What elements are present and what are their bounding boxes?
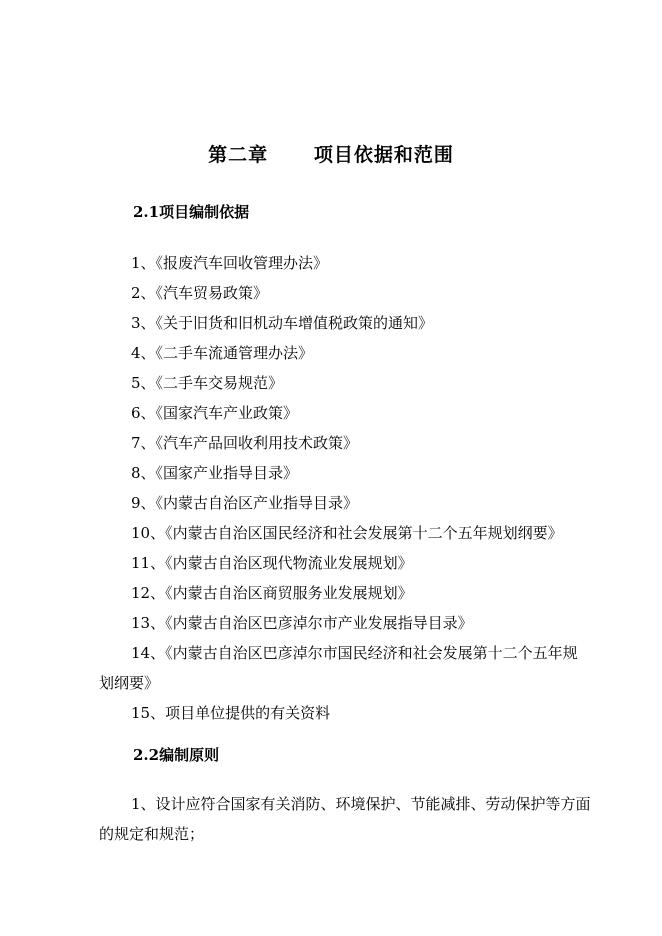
section-heading-principles: 2.2编制原则 — [133, 746, 220, 764]
list-item: 3、《关于旧货和旧机动车增值税政策的通知》 — [131, 314, 434, 332]
list-item: 15、项目单位提供的有关资料 — [131, 704, 331, 722]
list-item: 1、《报废汽车回收管理办法》 — [131, 254, 329, 272]
list-item: 4、《二手车流通管理办法》 — [131, 344, 314, 362]
list-item: 9、《内蒙古自治区产业指导目录》 — [131, 494, 359, 512]
list-item: 14、《内蒙古自治区巴彦淖尔市国民经济和社会发展第十二个五年规划纲要》 — [99, 644, 578, 692]
chapter-title: 第二章 项目依据和范围 — [208, 144, 454, 166]
list-item: 10、《内蒙古自治区国民经济和社会发展第十二个五年规划纲要》 — [131, 524, 563, 542]
list-item: 7、《汽车产品回收利用技术政策》 — [131, 434, 359, 452]
list-item: 6、《国家汽车产业政策》 — [131, 404, 299, 422]
list-item: 12、《内蒙古自治区商贸服务业发展规划》 — [131, 584, 413, 602]
list-item: 5、《二手车交易规范》 — [131, 374, 284, 392]
reference-list — [0, 248, 662, 728]
list-item: 11、《内蒙古自治区现代物流业发展规划》 — [131, 554, 413, 572]
list-item: 13、《内蒙古自治区巴彦淖尔市产业发展指导目录》 — [131, 614, 473, 632]
principle-paragraph: 1、设计应符合国家有关消防、环境保护、节能减排、劳动保护等方面的规定和规范； — [99, 795, 591, 843]
section-heading-basis: 2.1项目编制依据 — [133, 203, 250, 221]
list-item: 2、《汽车贸易政策》 — [131, 284, 269, 302]
list-item: 8、《国家产业指导目录》 — [131, 464, 299, 482]
